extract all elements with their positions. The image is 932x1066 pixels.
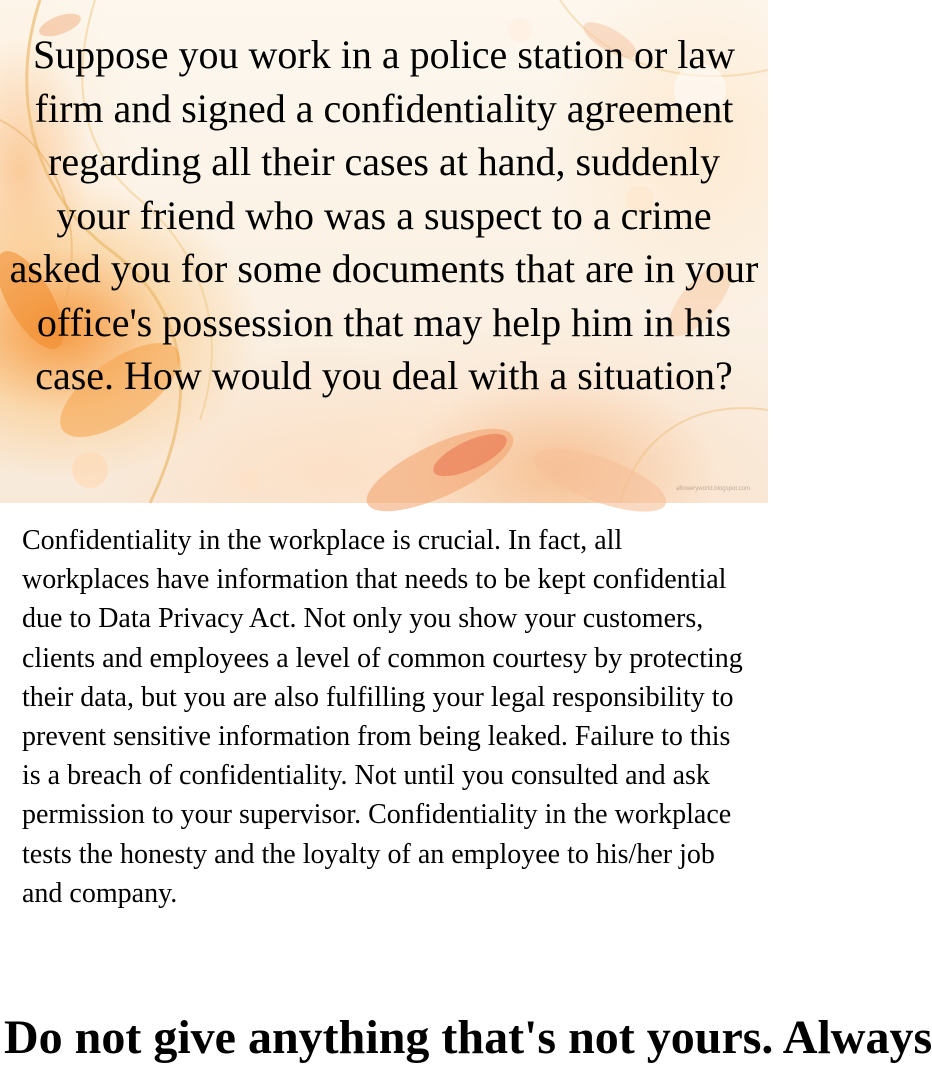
next-section-heading: Do not give anything that's not yours. Always: [4, 1011, 932, 1064]
watermark-text: afloweryworld.blogspot.com: [675, 486, 750, 492]
question-text: Suppose you work in a police station or law firm and signed a confidentiality agreement regarding all their cases at hand, suddenly your friend who was a suspect to a crime asked you for some documents that are in your office's possession that may help him in his case. How would you deal with a situation?: [9, 32, 759, 398]
answer-paragraph: Confidentiality in the workplace is crucial. In fact, all workplaces have information that needs to be kept confidential due to Data Privacy Act. Not only you show your customers, clients and employees a level of common courtesy by protecting their data, but you are also fulfilling your legal responsibility to prevent sensitive information from being leaked. Failure to this is a breach of confidentiality. Not until you consulted and ask permission to your supervisor. Confidentiality in the workplace tests the honesty and the loyalty of an employee to his/her job and company.: [22, 525, 743, 909]
question-banner: [0, 0, 768, 503]
